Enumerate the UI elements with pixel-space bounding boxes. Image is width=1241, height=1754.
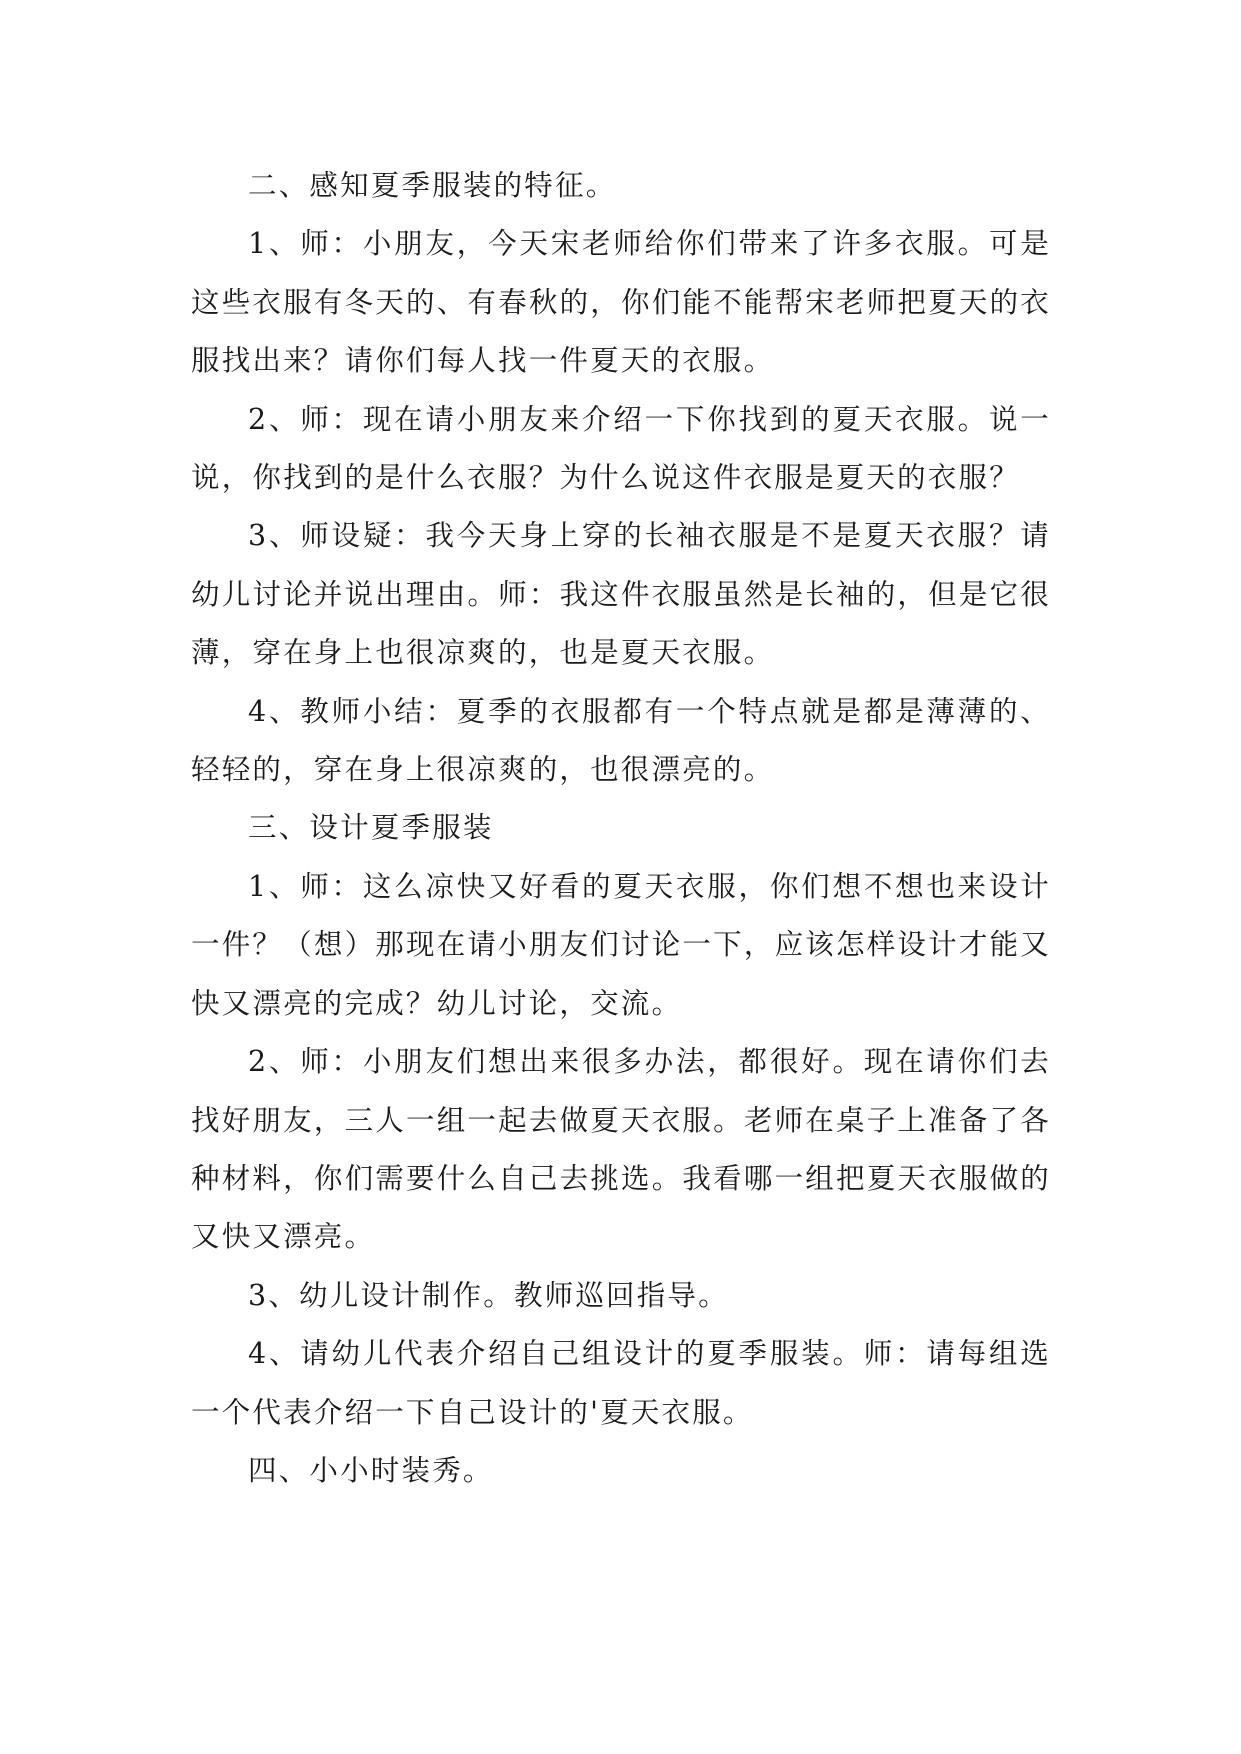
paragraph: 2、师：小朋友们想出来很多办法，都很好。现在请你们去找好朋友，三人一组一起去做夏天衣服。老师在桌子上准备了各种材料，你们需要什么自己去挑选。我看哪一组把夏天衣服做的又快又漂亮。 xyxy=(191,1045,1051,1254)
paragraph: 1、师：这么凉快又好看的夏天衣服，你们想不想也来设计一件？（想）那现在请小朋友们讨论一下，应该怎样设计才能又快又漂亮的完成？幼儿讨论，交流。 xyxy=(191,869,1051,1020)
section-heading-fashion-show: 四、小小时装秀。 xyxy=(248,1453,494,1487)
section-heading-perceive: 二、感知夏季服装的特征。 xyxy=(248,169,617,202)
paragraph: 1、师：小朋友，今天宋老师给你们带来了许多衣服。可是这些衣服有冬天的、有春秋的，你们能不能帮宋老师把夏天的衣服找出来？请你们每人找一件夏天的衣服。 xyxy=(191,227,1051,378)
paragraph: 2、师：现在请小朋友来介绍一下你找到的夏天衣服。说一说，你找到的是什么衣服？为什么说这件衣服是夏天的衣服？ xyxy=(191,402,1051,495)
paragraph: 4、教师小结：夏季的衣服都有一个特点就是都是薄薄的、轻轻的，穿在身上很凉爽的，也很漂亮的。 xyxy=(191,694,1051,787)
paragraph: 3、师设疑：我今天身上穿的长袖衣服是不是夏天衣服？请幼儿讨论并说出理由。师：我这件衣服虽然是长袖的，但是它很薄，穿在身上也很凉爽的，也是夏天衣服。 xyxy=(191,519,1051,670)
paragraph: 3、幼儿设计制作。教师巡回指导。 xyxy=(248,1278,729,1312)
document-body xyxy=(191,157,1051,1500)
paragraph: 4、请幼儿代表介绍自己组设计的夏季服装。师：请每组选一个代表介绍一下自己设计的'夏天衣服。 xyxy=(191,1337,1051,1429)
section-heading-design: 三、设计夏季服装 xyxy=(248,811,494,845)
